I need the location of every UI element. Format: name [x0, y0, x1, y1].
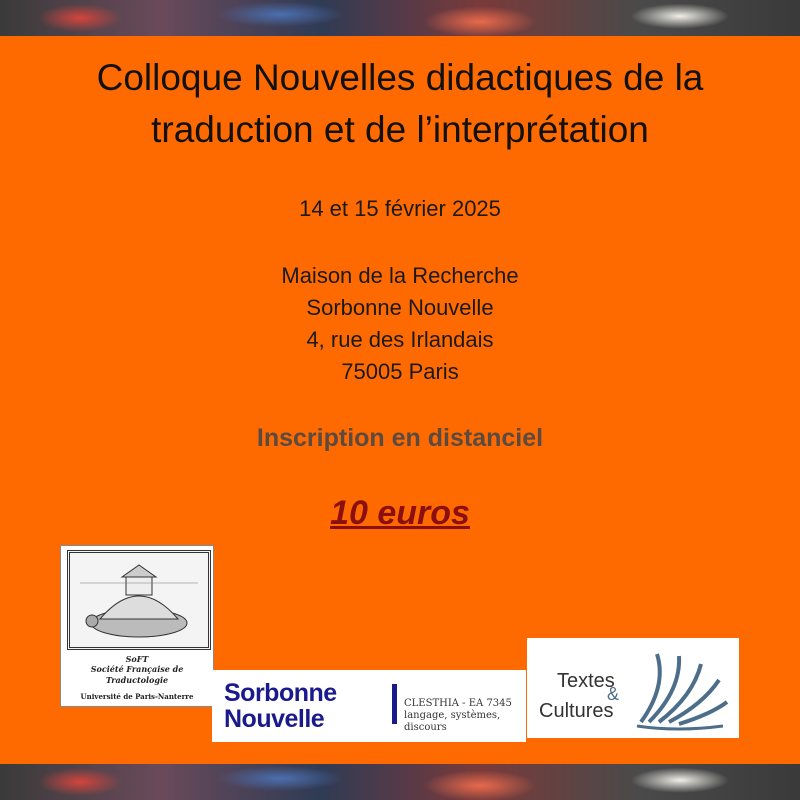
sorbonne-nouvelle-logo [212, 670, 526, 742]
address-line: Maison de la Recherche [281, 263, 519, 288]
ampersand: & [607, 684, 620, 704]
soft-acronym: SoFT [125, 654, 149, 664]
painting-strip-bottom [0, 764, 800, 800]
brand-line: Nouvelle [224, 705, 325, 733]
event-date: 14 et 15 février 2025 [299, 196, 501, 221]
soft-logo [60, 545, 214, 707]
turtle-icon [70, 553, 208, 647]
soft-name [61, 664, 213, 686]
soft-university: Université de Paris-Nanterre [80, 692, 194, 701]
address-line: Sorbonne Nouvelle [306, 295, 494, 320]
registration-mode: Inscription en distanciel [256, 424, 544, 452]
soft-name-line: Traductologie [105, 675, 169, 685]
lab-line: langage, systèmes, [404, 710, 501, 721]
cultures-word: Cultures [539, 700, 614, 722]
lab-line: CLESTHIA - EA 7345 [404, 698, 512, 709]
event-title [20, 52, 780, 156]
brand-line: Sorbonne [224, 679, 337, 707]
lab-line: discours [404, 722, 447, 733]
open-book-icon [627, 646, 733, 734]
painting-strip-top [0, 0, 800, 36]
clesthia-label [404, 698, 512, 734]
turtle-engraving-image [67, 550, 211, 650]
registration-price: 10 euros [330, 494, 470, 532]
address-line: 75005 Paris [341, 359, 459, 384]
textes-cultures-logo [527, 638, 739, 738]
title-line: traduction et de l’interprétation [151, 109, 649, 150]
soft-name-line: Société Française de [90, 664, 184, 674]
sorbonne-brand [224, 680, 337, 732]
title-line: Colloque Nouvelles didactiques de la [96, 57, 704, 98]
textes-word: Textes [557, 670, 615, 692]
venue-address [0, 260, 800, 388]
brand-divider [392, 684, 397, 724]
address-line: 4, rue des Irlandais [306, 327, 494, 352]
